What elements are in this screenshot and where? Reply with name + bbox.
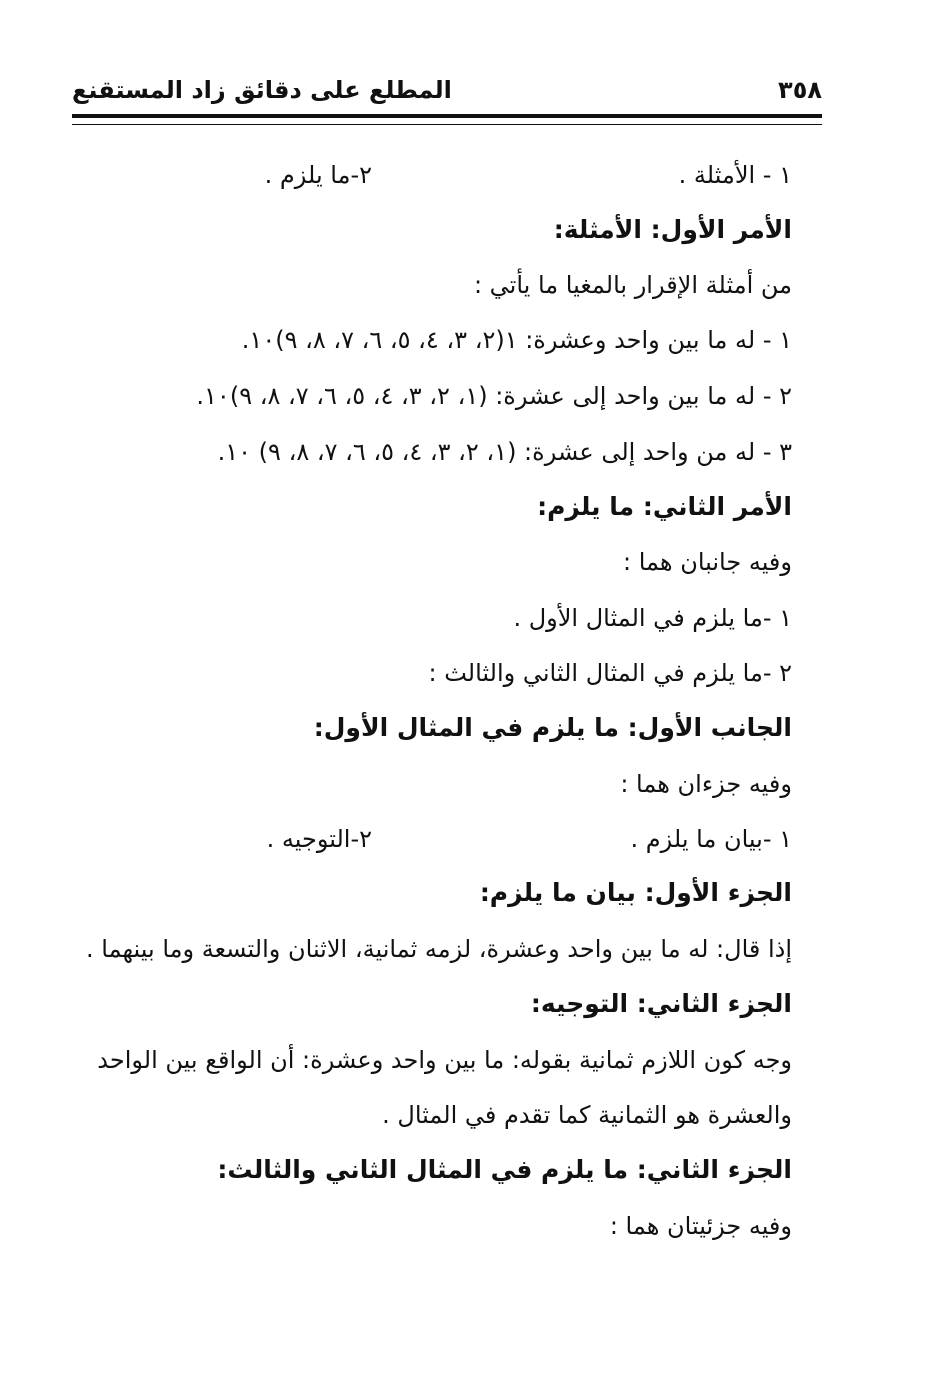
paragraph: وفيه جانبان هما : — [623, 548, 792, 576]
paragraph: من أمثلة الإقرار بالمغيا ما يأتي : — [473, 271, 792, 299]
section-heading: الأمر الثاني: ما يلزم: — [537, 492, 792, 521]
list-item: ١ -ما يلزم في المثال الأول . — [513, 604, 792, 632]
list-item: ٢-التوجيه . — [266, 825, 372, 853]
header-rule — [72, 114, 822, 125]
list-item: ٢ -ما يلزم في المثال الثاني والثالث : — [428, 659, 792, 687]
section-heading: الجانب الأول: ما يلزم في المثال الأول: — [313, 713, 792, 742]
paragraph: إذا قال: له ما بين واحد وعشرة، لزمه ثمانية، الاثنان والتسعة وما بينهما . — [86, 935, 792, 963]
paragraph: وفيه جزئيتان هما : — [609, 1212, 792, 1240]
page-number: ٣٥٨ — [778, 76, 822, 104]
list-item-examples: ١ - الأمثلة . — [678, 161, 792, 189]
example-line: ١ - له ما بين واحد وعشرة: ١(٢، ٣، ٤، ٥، ٦، ٧، ٨، ٩)١٠. — [241, 326, 792, 354]
paragraph: والعشرة هو الثمانية كما تقدم في المثال . — [382, 1101, 792, 1129]
running-header — [72, 72, 822, 114]
section-heading: الجزء الأول: بيان ما يلزم: — [479, 878, 792, 907]
paragraph: وفيه جزءان هما : — [620, 770, 792, 798]
example-line: ٣ - له من واحد إلى عشرة: (١، ٢، ٣، ٤، ٥، ٦، ٧، ٨، ٩) ١٠. — [217, 438, 792, 466]
section-heading: الجزء الثاني: ما يلزم في المثال الثاني والثالث: — [217, 1155, 792, 1184]
example-line: ٢ - له ما بين واحد إلى عشرة: (١، ٢، ٣، ٤، ٥، ٦، ٧، ٨، ٩)١٠. — [196, 382, 792, 410]
section-heading: الأمر الأول: الأمثلة: — [553, 215, 792, 244]
section-heading: الجزء الثاني: التوجيه: — [530, 989, 792, 1018]
list-item-requirement: ٢-ما يلزم . — [264, 161, 372, 189]
book-title: المطلع على دقائق زاد المستقنع — [72, 76, 452, 104]
list-item: ١ -بيان ما يلزم . — [630, 825, 792, 853]
paragraph: وجه كون اللازم ثمانية بقوله: ما بين واحد وعشرة: أن الواقع بين الواحد — [97, 1046, 792, 1074]
